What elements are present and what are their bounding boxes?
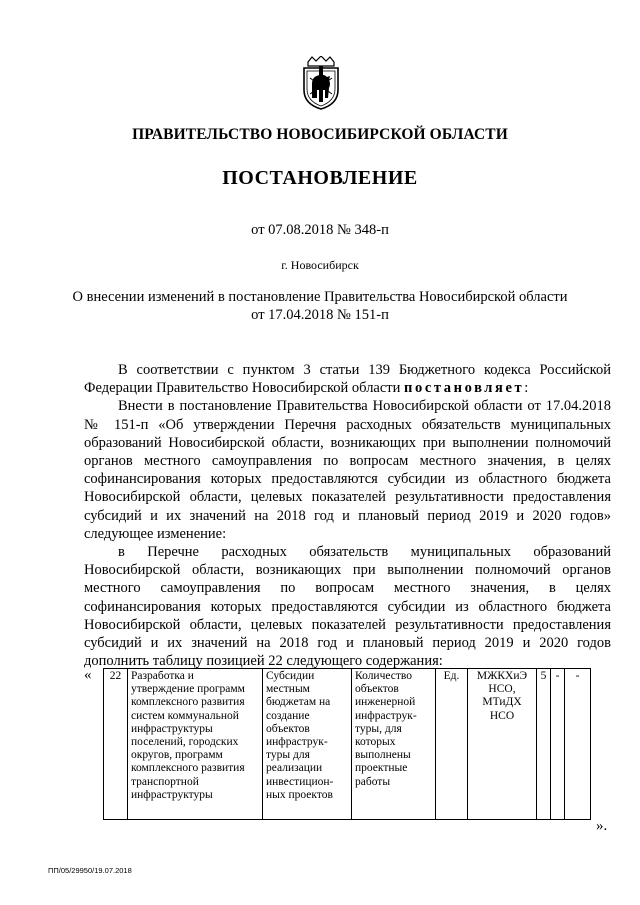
- table-open-quote: «: [84, 667, 92, 683]
- paragraph-preamble: [84, 361, 611, 397]
- resolves-word: постановляет: [404, 380, 525, 397]
- cell-unit: Ед.: [436, 669, 468, 820]
- preamble-colon: :: [524, 380, 529, 397]
- paragraph-list-change: в Перечне расходных обязательств муниципальных образований Новосибирской области, возникающих при выполнении полномочий органов местного самоуправления по вопросам местного значения, в целях софинансирования которых предоставляются субсидии из областного бюджета Новосибирской области, целевых показателей результативности предоставления субсидий и их значений на 2018 год и плановый период 2019 и 2020 годов дополнить таблицу позицией 22 следующего содержания:: [84, 544, 611, 670]
- cell-obligation: Разработка и утверждение программ комплексного развития систем коммунальной инфраструктуры поселений, городских округов, программ комплексного развития транспортной инфраструктуры: [128, 669, 263, 820]
- footer-document-code: ПП/05/29950/19.07.2018: [48, 866, 132, 875]
- preamble-text: В соответствии с пунктом 3 статьи 139 Бюджетного кодекса Российской Федерации Правительство Новосибирской области: [84, 362, 611, 397]
- cell-agency: МЖКХиЭ НСО, МТиДХ НСО: [468, 669, 537, 820]
- coat-of-arms-emblem: [300, 56, 342, 110]
- document-body: [84, 361, 611, 670]
- cell-value-2018: 5: [537, 669, 551, 820]
- cell-indicator: Количество объектов инженерной инфраструк-туры, для которых выполнены проектные работы: [352, 669, 436, 820]
- document-city: г. Новосибирск: [281, 258, 359, 272]
- document-subject: [60, 288, 580, 324]
- subject-line-2: от 17.04.2018 № 151-п: [251, 307, 389, 323]
- table-row: [104, 669, 591, 820]
- document-type-title: ПОСТАНОВЛЕНИЕ: [222, 167, 418, 189]
- cell-value-2019: -: [551, 669, 565, 820]
- subject-line-1: О внесении изменений в постановление Правительства Новосибирской области: [72, 289, 568, 305]
- table-close-quote: ».: [596, 818, 608, 834]
- cell-subsidy: Субсидии местным бюджетам на создание объектов инфраструк-туры для реализации инвестицион-ных проектов: [263, 669, 352, 820]
- insertion-table: [103, 668, 591, 820]
- document-date-number: от 07.08.2018 № 348-п: [251, 222, 389, 238]
- paragraph-amendment: Внести в постановление Правительства Новосибирской области от 17.04.2018 № 151-п «Об утверждении Перечня расходных обязательств муниципальных образований Новосибирской области, возникающих при выполнении полномочий органов местного самоуправления по вопросам местного значения, в целях софинансирования которых предоставляются субсидии из областного бюджета Новосибирской области, целевых показателей результативности предоставления субсидий и их значений на 2018 год и плановый период 2019 и 2020 годов» следующее изменение:: [84, 398, 611, 542]
- cell-position-number: 22: [104, 669, 128, 820]
- cell-value-2020: -: [565, 669, 591, 820]
- government-title: ПРАВИТЕЛЬСТВО НОВОСИБИРСКОЙ ОБЛАСТИ: [132, 126, 508, 143]
